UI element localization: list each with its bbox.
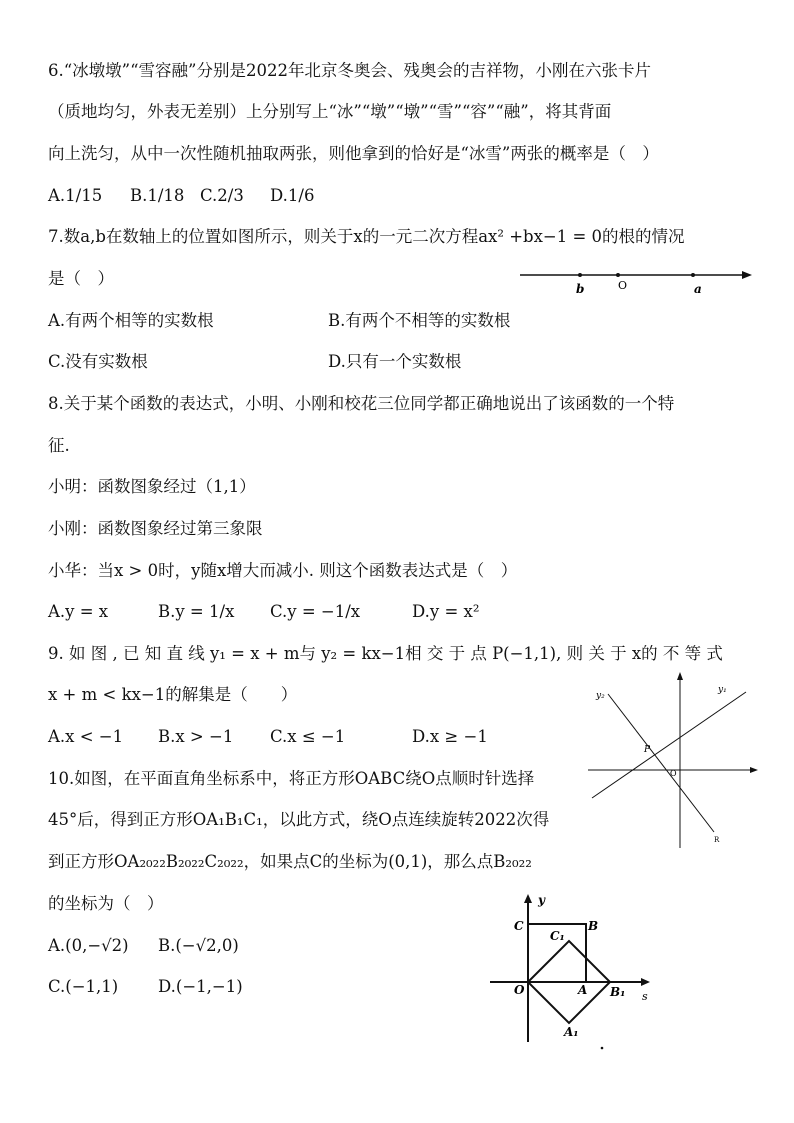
q10-option-a: A.(0,−√2)	[48, 936, 129, 955]
q7-option-a: A.有两个相等的实数根	[48, 311, 214, 330]
q8-option-c: C.y = −1/x	[270, 602, 361, 621]
q10-stem-line2: 45°后，得到正方形OA₁B₁C₁，以此方式，绕O点连续旋转2022次得	[48, 810, 550, 829]
q6-option-b: B.1/18	[130, 186, 185, 205]
number-line-figure	[518, 262, 754, 298]
q7-stem-line2: 是（ ）	[48, 269, 114, 288]
q8-xiaogang: 小刚：函数图象经过第三象限	[48, 519, 263, 538]
numberline-label-b: b	[576, 282, 585, 296]
q10-option-d: D.(−1,−1)	[158, 977, 243, 996]
q10-label-o: O	[514, 983, 525, 997]
q8-xiaoming: 小明：函数图象经过（1,1）	[48, 477, 256, 496]
q10-label-a1: A₁	[564, 1025, 579, 1039]
q10-label-s: s	[642, 990, 648, 1003]
q9-option-b: B.x > −1	[158, 727, 234, 746]
numberline-label-o: O	[618, 279, 628, 292]
q10-label-c: C	[514, 919, 524, 933]
q9-option-a: A.x < −1	[48, 727, 124, 746]
q8-stem-line2: 征.	[48, 436, 70, 455]
q7-option-c: C.没有实数根	[48, 352, 148, 371]
q10-label-a: A	[578, 983, 588, 997]
q8-xiaohua: 小华：当x > 0时，y随x增大而减小. 则这个函数表达式是（ ）	[48, 561, 518, 580]
q9-label-p: P	[644, 745, 651, 755]
q9-stem-line2: x + m < kx−1的解集是（ ）	[48, 685, 298, 704]
q6-stem-line2: （质地均匀，外表无差别）上分别写上“冰”“墩”“墩”“雪”“容”“融”，将其背面	[48, 102, 612, 121]
q6-option-d: D.1/6	[270, 186, 315, 205]
q10-option-b: B.(−√2,0)	[158, 936, 239, 955]
q8-option-b: B.y = 1/x	[158, 602, 235, 621]
numberline-label-a: a	[694, 282, 702, 296]
q10-label-b: B	[588, 919, 599, 933]
q7-option-d: D.只有一个实数根	[328, 352, 462, 371]
q9-label-y2: y₂	[596, 691, 605, 701]
q9-lines-figure	[588, 672, 760, 852]
q9-label-y1: y₁	[718, 685, 727, 695]
q10-label-b1: B₁	[610, 985, 626, 999]
q6-option-c: C.2/3	[200, 186, 244, 205]
q6-option-a: A.1/15	[48, 186, 103, 205]
q10-label-y: y	[538, 893, 545, 907]
q9-label-o: O	[670, 769, 677, 778]
q10-option-c: C.(−1,1)	[48, 977, 119, 996]
q10-stem-line3: 到正方形OA₂₀₂₂B₂₀₂₂C₂₀₂₂，如果点C的坐标为(0,1)，那么点B₂₀₂₂	[48, 852, 532, 871]
q8-option-a: A.y = x	[48, 602, 109, 621]
q9-option-c: C.x ≤ −1	[270, 727, 346, 746]
q10-squares-figure	[484, 890, 660, 1050]
q7-option-b: B.有两个不相等的实数根	[328, 311, 511, 330]
q10-label-c1: C₁	[550, 929, 565, 943]
q6-stem-line1: 6.“冰墩墩”“雪容融”分别是2022年北京冬奥会、残奥会的吉祥物，小刚在六张卡片	[48, 61, 651, 80]
q10-stem-line1: 10.如图，在平面直角坐标系中，将正方形OABC绕O点顺时针选择	[48, 769, 535, 788]
q9-option-d: D.x ≥ −1	[412, 727, 488, 746]
q10-stem-line4: 的坐标为（ ）	[48, 894, 164, 913]
q8-stem-line1: 8.关于某个函数的表达式，小明、小刚和校花三位同学都正确地说出了该函数的一个特	[48, 394, 675, 413]
q8-option-d: D.y = x²	[412, 602, 480, 621]
q6-stem-line3: 向上洗匀，从中一次性随机抽取两张，则他拿到的恰好是“冰雪”两张的概率是（ ）	[48, 144, 659, 163]
q9-stem-line1: 9. 如 图 , 已 知 直 线 y₁ = x + m与 y₂ = kx−1相 交 于 点 P(−1,1), 则 关 于 x的 不 等 式	[48, 644, 723, 663]
q7-stem-line1: 7.数a,b在数轴上的位置如图所示，则关于x的一元二次方程ax² +bx−1 = 0的根的情况	[48, 227, 685, 246]
q9-label-r: R	[714, 836, 720, 844]
